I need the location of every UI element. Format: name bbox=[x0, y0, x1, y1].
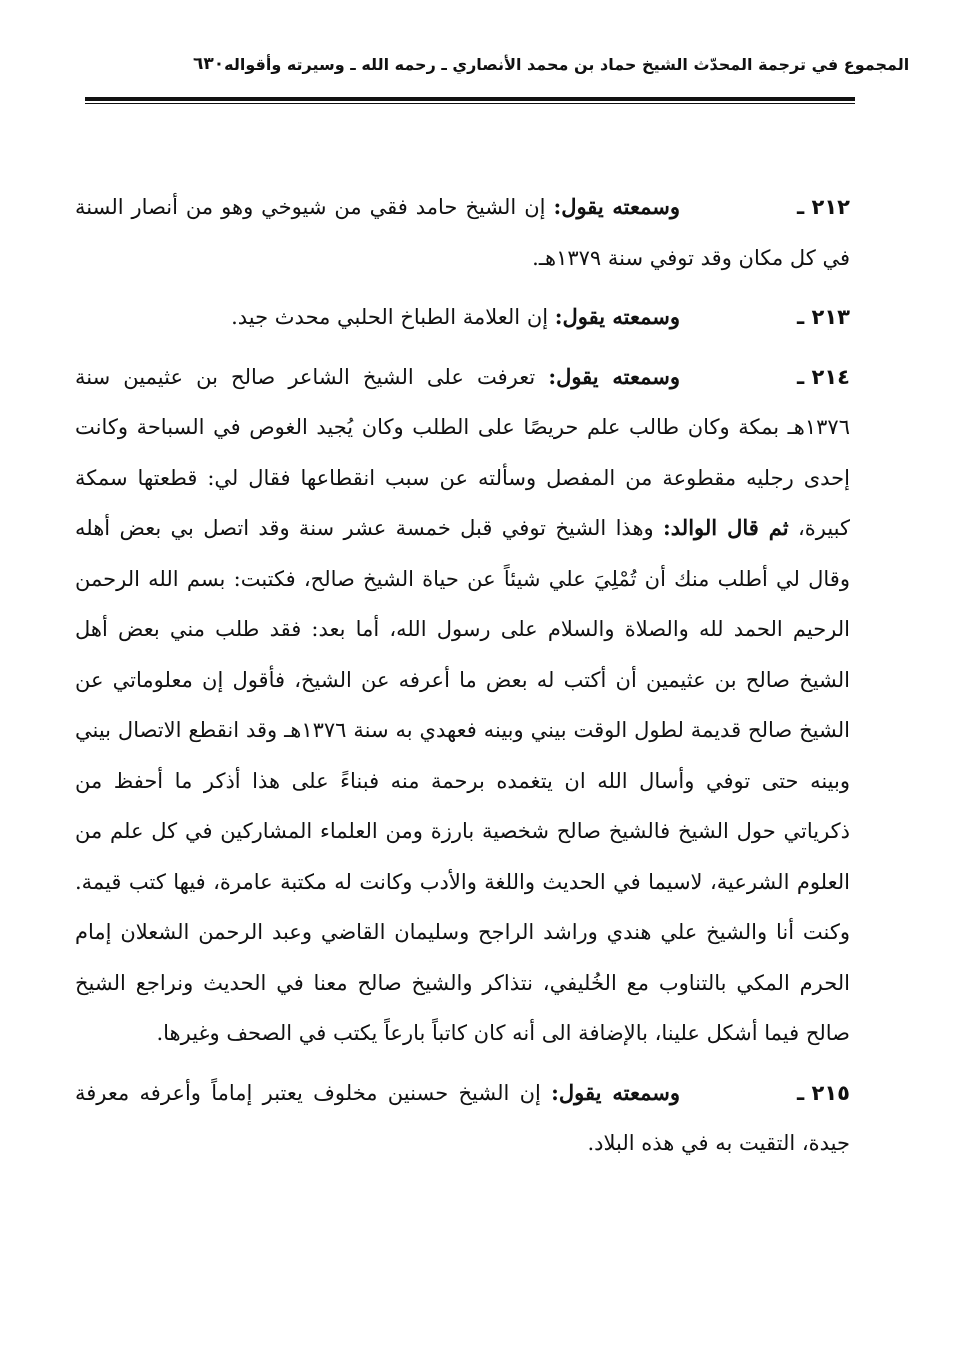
entry-212 bbox=[75, 182, 850, 283]
entry-text: إن الشيخ حامد فقي من شيوخي وهو من أنصار السنة في كل مكان وقد توفي سنة ١٣٧٩هـ. bbox=[75, 195, 850, 270]
page-header bbox=[175, 54, 910, 74]
page-number: ٦٣٠ bbox=[193, 54, 225, 74]
entry-number: ٢١٤ ـ bbox=[797, 364, 850, 389]
header-rule-thin bbox=[85, 103, 855, 104]
entry-215 bbox=[75, 1068, 850, 1169]
entry-lead: وسمعته يقول: bbox=[548, 363, 680, 389]
entry-emphasis: ثم قال الوالد: bbox=[663, 515, 789, 540]
entry-213 bbox=[75, 292, 850, 343]
body-text bbox=[75, 182, 850, 1178]
entry-lead: وسمعته يقول: bbox=[553, 194, 680, 219]
entry-text: تعرفت على الشيخ الشاعر صالح بن عثيمين سنة ١٣٧٦هـ بمكة وكان طالب علم حريصًا على الطلب وكان يُجيد الغوص في السباحة وكانت إحدى رجليه مقطوعة من المفصل وسألته عن سبب انقطاعها فقال لي: قطعتها سمكة كبيرة، bbox=[75, 364, 851, 540]
entry-number: ٢١٣ ـ bbox=[797, 305, 850, 329]
entry-214 bbox=[75, 352, 850, 1059]
running-title: المجموع في ترجمة المحدّث الشيخ حماد بن محمد الأنصاري ـ رحمه الله ـ وسيرته وأقواله bbox=[224, 54, 910, 74]
entry-number: ٢١٢ ـ bbox=[797, 195, 850, 219]
header-rule-thick bbox=[85, 97, 855, 101]
entry-lead: وسمعته يقول: bbox=[551, 1079, 680, 1105]
entry-number: ٢١٥ ـ bbox=[797, 1080, 850, 1105]
entry-lead: وسمعته يقول: bbox=[554, 304, 680, 329]
entry-text: إن العلامة الطباخ الحلبي محدث جيد. bbox=[231, 305, 555, 329]
entry-text: إن الشيخ حسنين مخلوف يعتبر إماماً وأعرفه معرفة جيدة، التقيت به في هذه البلاد. bbox=[75, 1080, 850, 1155]
entry-text-continued: وهذا الشيخ توفي قبل خمسة عشر سنة وقد اتصل بي بعض أهله وقال لي أطلب منك أن تُمْلِيَ علي شيئاً عن حياة الشيخ صالح، فكتبت: بسم الله الرحمن الرحيم الحمد لله والصلاة والسلام على رسول الله، أما بعد: فقد طلب مني بعض أهل الشيخ صالح بن عثيمين أن أكتب له بعض ما أعرفه عن الشيخ، فأقول إن معلوماتي عن الشيخ صالح قديمة لطول الوقت بيني وبينه فعهدي به سنة ١٣٧٦هـ وقد انقطع الاتصال بيني وبينه حتى توفي وأسال الله ان يتغمده برحمة منه فبناءً على هذا أذكر ما أحفظ من ذكرياتي حول الشيخ فالشيخ صالح شخصية بارزة ومن العلماء المشاركين في كل علم من العلوم الشرعية، لاسيما في الحديث واللغة والأدب وكانت له مكتبة عامرة، فيها كتب قيمة. وكنت أنا والشيخ علي هندي وراشد الراجح وسليمان القاضي وعبد الرحمن الشعلان إمام الحرم المكي بالتناوب مع الخُليفي، نتذاكر والشيخ صالح معنا في الحديث ونراجع الشيخ صالح فيما أشكل علينا، بالإضافة الى أنه كان كاتباً بارعاً يكتب في الصحف وغيرها. bbox=[75, 516, 850, 1045]
